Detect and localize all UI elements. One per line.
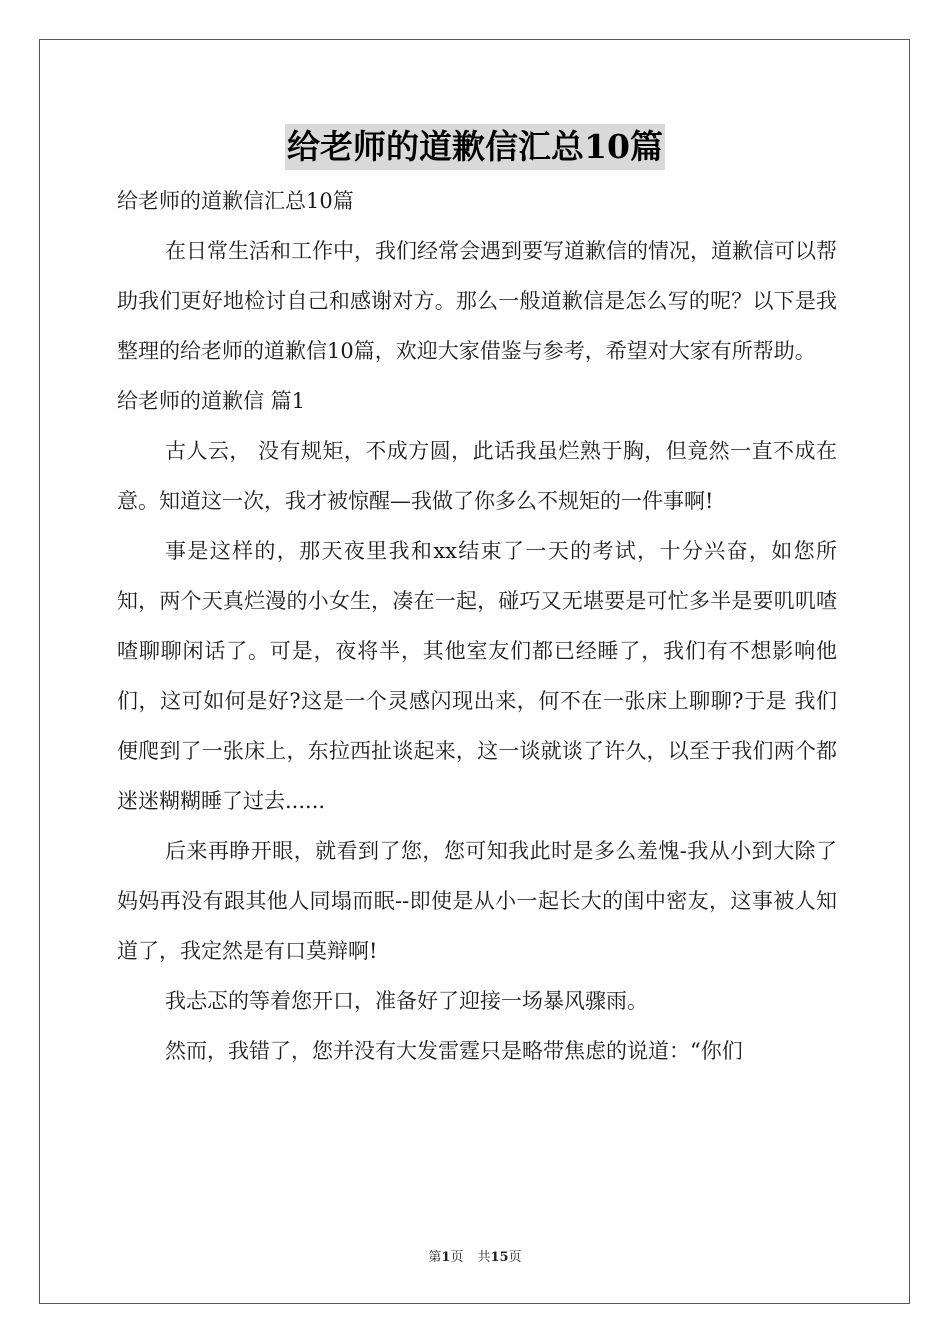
section-heading: 给老师的道歉信 篇1 — [117, 389, 306, 413]
title-container — [0, 124, 950, 170]
footer-prefix: 第 — [428, 1250, 442, 1265]
paragraph: 古人云， 没有规矩，不成方圆，此话我虽烂熟于胸，但竟然一直不成在意。知道这一次，我才被惊醒—我做了你多么不规矩的一件事啊! — [117, 439, 837, 513]
document-title: 给老师的道歉信汇总10篇 — [285, 124, 665, 170]
paragraph: 在日常生活和工作中，我们经常会遇到要写道歉信的情况，道歉信可以帮助我们更好地检讨自己和感谢对方。那么一般道歉信是怎么写的呢？以下是我整理的给老师的道歉信10篇，欢迎大家借鉴与参考，希望对大家有所帮助。 — [117, 239, 837, 363]
page-footer — [0, 1246, 950, 1265]
paragraph: 给老师的道歉信汇总10篇 — [117, 189, 354, 213]
paragraph: 我忐忑的等着您开口，准备好了迎接一场暴风骤雨。 — [165, 989, 648, 1013]
total-page-count: 15 — [490, 1250, 509, 1265]
footer-total-suffix: 页 — [508, 1250, 522, 1265]
current-page-number: 1 — [441, 1250, 451, 1265]
footer-page-suffix: 页 — [450, 1250, 464, 1265]
paragraph: 后来再睁开眼，就看到了您，您可知我此时是多么羞愧-我从小到大除了妈妈再没有跟其他人同塌而眠--即使是从小一起长大的闺中密友，这事被人知道了，我定然是有口莫辩啊! — [117, 839, 837, 963]
paragraph: 事是这样的，那天夜里我和xx结束了一天的考试，十分兴奋，如您所知，两个天真烂漫的小女生，凑在一起，碰巧又无堪要是可忙多半是要叽叽喳喳聊聊闲话了。可是，夜将半，其他室友们都已经睡了，我们有不想影响他们，这可如何是好?这是一个灵感闪现出来，何不在一张床上聊聊?于是 我们便爬到了一张床上，东拉西扯谈起来，这一谈就谈了许久，以至于我们两个都迷迷糊糊睡了过去...... — [117, 539, 837, 813]
document-body — [117, 176, 837, 1076]
footer-total-prefix: 共 — [477, 1250, 491, 1265]
paragraph: 然而，我错了，您并没有大发雷霆只是略带焦虑的说道：“你们 — [165, 1039, 743, 1063]
